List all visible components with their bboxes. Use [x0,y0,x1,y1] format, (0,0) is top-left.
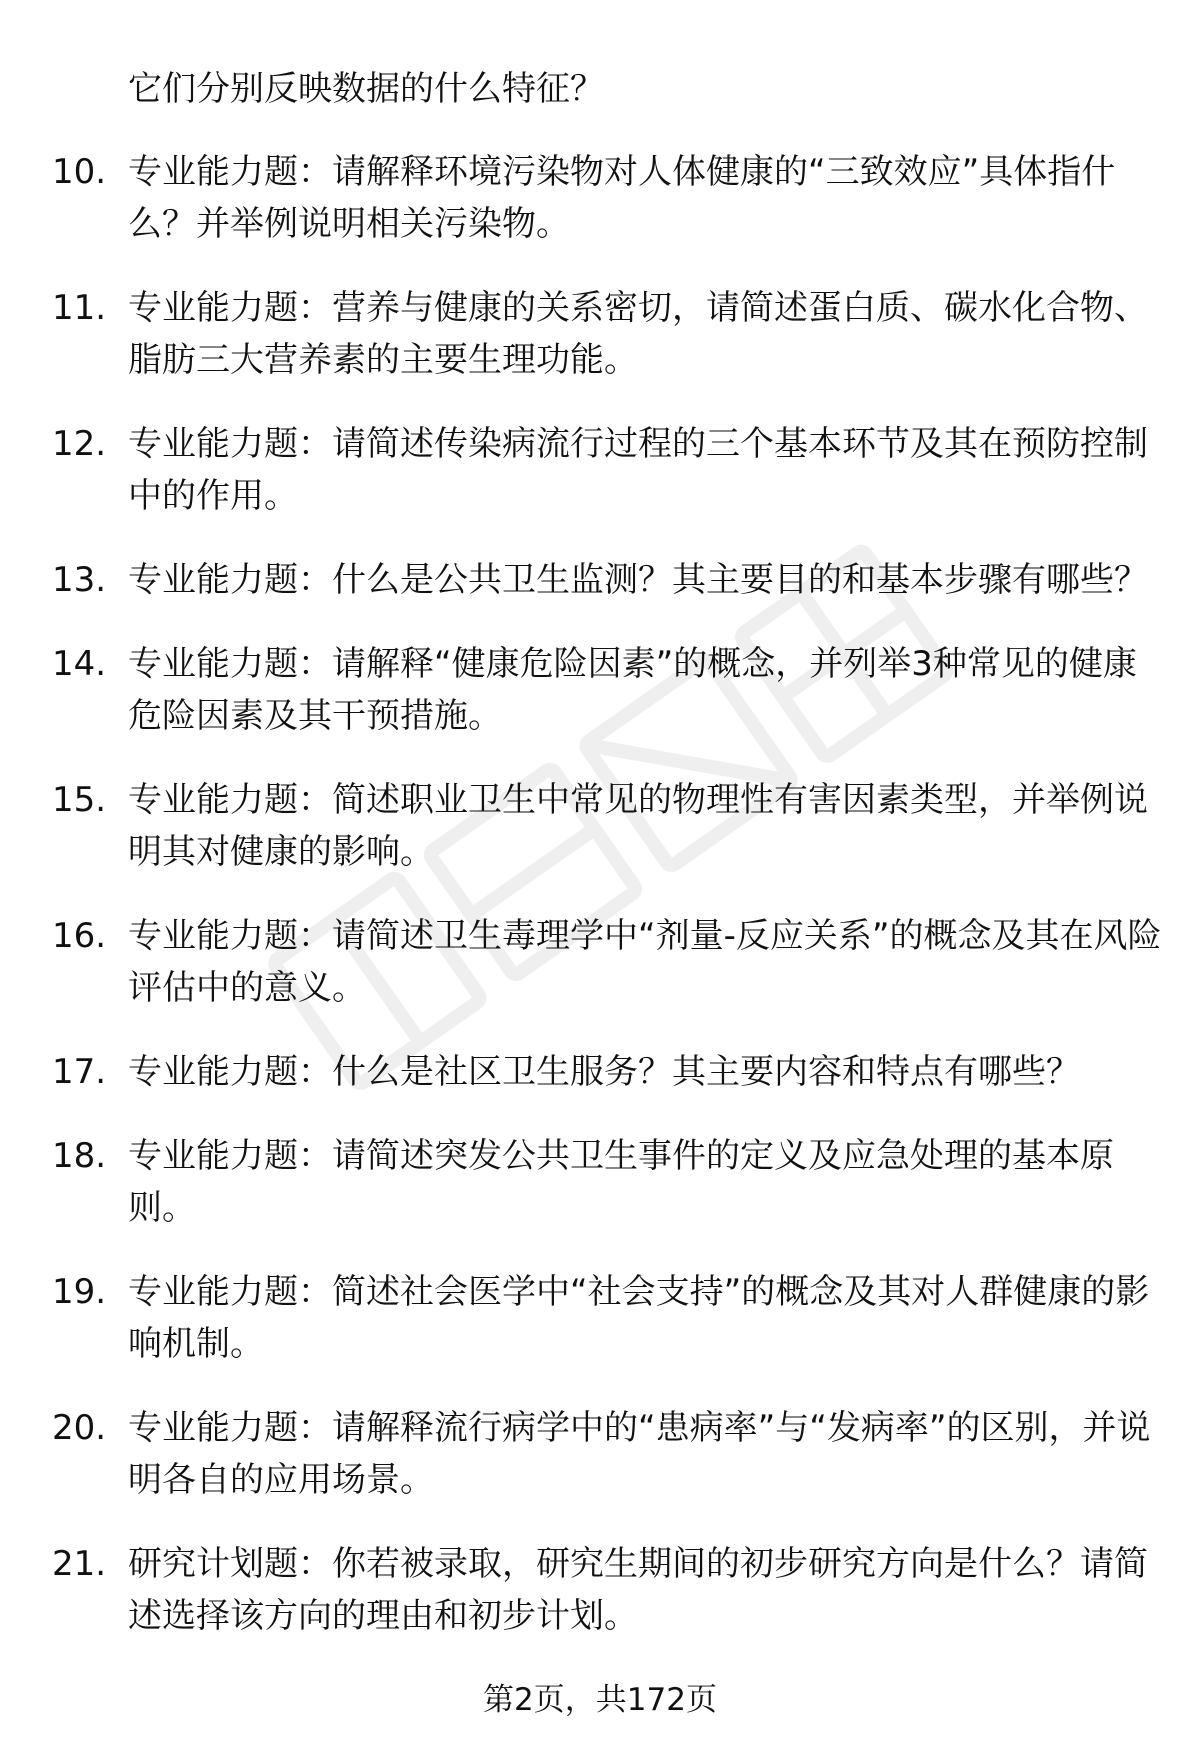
question-text: 专业能力题：请解释流行病学中的“患病率”与“发病率”的区别，并说明各自的应用场景。 [128,1408,1151,1500]
question-text: 专业能力题：简述社会医学中“社会支持”的概念及其对人群健康的影响机制。 [128,1272,1150,1364]
question-text: 专业能力题：请解释环境污染物对人体健康的“三致效应”具体指什么？并举例说明相关污染物。 [128,152,1116,244]
question-item [52,1538,1162,1642]
question-item [52,282,1162,386]
question-item [52,146,1162,250]
question-number: 14. [52,644,107,684]
question-text: 专业能力题：请解释“健康危险因素”的概念，并列举3种常见的健康危险因素及其干预措施。 [128,644,1137,736]
question-text: 专业能力题：请简述卫生毒理学中“剂量-反应关系”的概念及其在风险评估中的意义。 [128,916,1162,1008]
question-number: 12. [52,424,107,464]
continuation-text: 它们分别反映数据的什么特征？ [128,69,604,109]
question-item [52,910,1162,1014]
question-text: 研究计划题：你若被录取，研究生期间的初步研究方向是什么？请简述选择该方向的理由和初步计划。 [128,1544,1148,1636]
question-text: 专业能力题：营养与健康的关系密切，请简述蛋白质、碳水化合物、脂肪三大营养素的主要生理功能。 [128,288,1148,380]
question-item [52,1402,1162,1506]
question-item [52,418,1162,522]
question-number: 10. [52,152,107,192]
question-number: 16. [52,916,107,956]
question-text: 专业能力题：什么是社区卫生服务？其主要内容和特点有哪些？ [128,1052,1080,1092]
question-number: 18. [52,1136,107,1176]
question-text: 专业能力题：简述职业卫生中常见的物理性有害因素类型，并举例说明其对健康的影响。 [128,780,1148,872]
question-number: 13. [52,560,107,600]
question-item [52,1130,1162,1234]
question-text: 专业能力题：请简述传染病流行过程的三个基本环节及其在预防控制中的作用。 [128,424,1148,516]
question-text: 专业能力题：请简述突发公共卫生事件的定义及应急处理的基本原则。 [128,1136,1114,1228]
question-item [52,554,1162,606]
question-list [52,146,1162,1674]
question-number: 11. [52,288,107,328]
question-number: 21. [52,1544,107,1584]
question-item [52,638,1162,742]
question-number: 20. [52,1408,107,1448]
question-number: 19. [52,1272,107,1312]
question-item [52,774,1162,878]
question-item [52,1046,1162,1098]
question-number: 15. [52,780,107,820]
question-number: 17. [52,1052,107,1092]
question-item [52,1266,1162,1370]
question-text: 专业能力题：什么是公共卫生监测？其主要目的和基本步骤有哪些？ [128,560,1148,600]
page-footer: 第2页，共172页 [483,1682,717,1718]
